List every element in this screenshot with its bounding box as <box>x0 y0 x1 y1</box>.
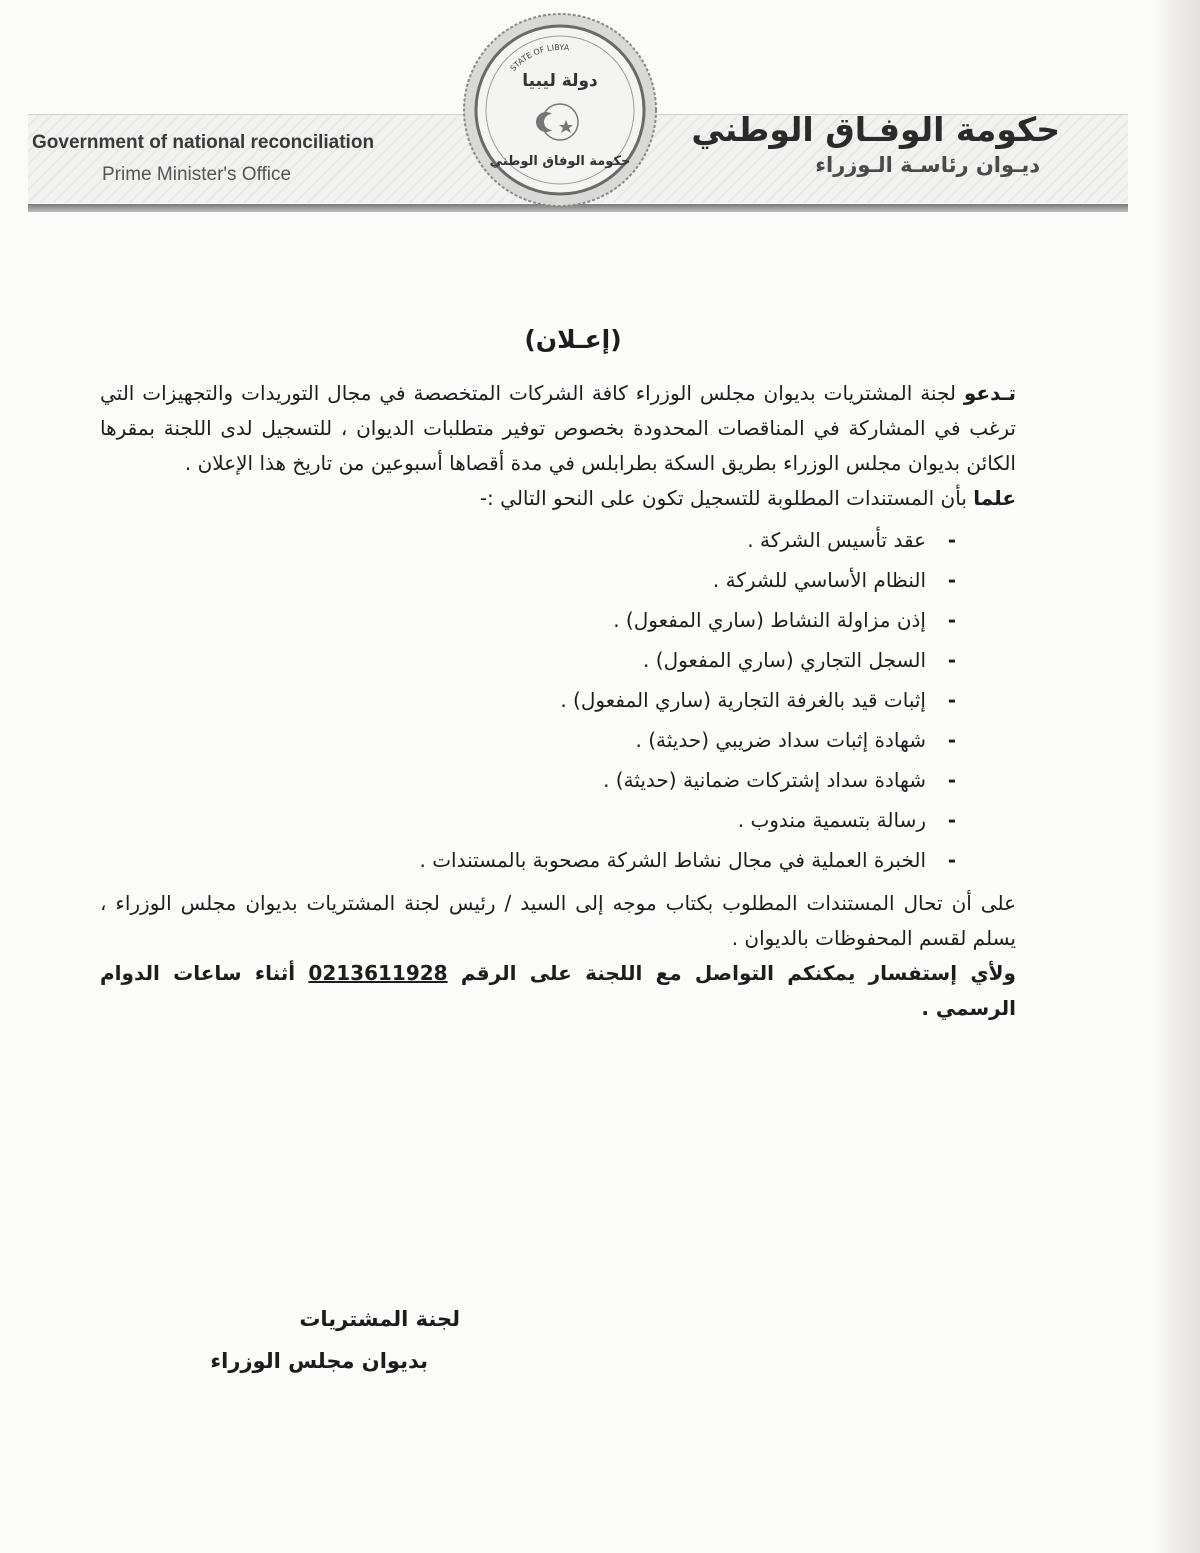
intro-text: لجنة المشتريات بديوان مجلس الوزراء كافة الشركات المتخصصة في مجال التوريدات والتجهيزات التي ترغب في المشاركة في المناقصات المحدودة بخصوص توفير متطلبات الديوان ، للتسجيل لدى اللجنة بمقرها الكائن بديوان مجلس الوزراء بطريق السكة بطرابلس في مدة أقصاها أسبوعين من تاريخ هذا الإعلان . <box>100 380 1016 475</box>
government-name-arabic: حكومة الوفـاق الوطني <box>691 110 1060 149</box>
contact-paragraph <box>100 956 1016 1026</box>
documents-note <box>100 481 1016 516</box>
announcement-title: (إعـلان) <box>524 325 622 354</box>
office-name-arabic: ديـوان رئاسـة الـوزراء <box>815 153 1040 177</box>
list-item: - رسالة بتسمية مندوب . <box>100 800 956 840</box>
list-item: - شهادة سداد إشتركات ضمانية (حديثة) . <box>100 760 956 800</box>
intro-lead-word: تـدعو <box>963 380 1016 405</box>
list-item: - شهادة إثبات سداد ضريبي (حديثة) . <box>100 720 956 760</box>
list-item: - النظام الأساسي للشركة . <box>100 560 956 600</box>
office-name-english: Prime Minister's Office <box>102 164 292 185</box>
list-item: - عقد تأسيس الشركة . <box>100 520 956 560</box>
submission-instructions: على أن تحال المستندات المطلوب بكتاب موجه إلى السيد / رئيس لجنة المشتريات بديوان مجلس الوزراء ، يسلم لقسم المحفوظات بالديوان . <box>100 890 1016 950</box>
announcement-body <box>100 318 1016 1026</box>
seal-top-text: STATE OF LIBYA <box>508 42 570 74</box>
signature-committee: لجنة المشتريات <box>299 1307 460 1331</box>
contact-text: ولأي إستفسار يمكنكم التواصل مع اللجنة على الرقم <box>460 960 1016 985</box>
note-lead-word: علما <box>973 485 1016 510</box>
letterhead <box>0 0 1200 230</box>
list-item: - إثبات قيد بالغرفة التجارية (ساري المفعول) . <box>100 680 956 720</box>
contact-suffix: أثناء ساعات الدوام الرسمي . <box>100 960 1016 1020</box>
announcement-intro <box>100 376 1016 481</box>
signature-block <box>200 1298 460 1382</box>
letterhead-english <box>32 132 432 186</box>
signature-office: بديوان مجلس الوزراء <box>210 1349 428 1373</box>
state-seal-emblem <box>460 10 660 210</box>
list-item: - السجل التجاري (ساري المفعول) . <box>100 640 956 680</box>
seal-arabic-text: دولة ليبيا <box>522 71 598 91</box>
list-item: - الخبرة العملية في مجال نشاط الشركة مصحوبة بالمستندات . <box>100 840 956 880</box>
phone-number: 0213611928 <box>308 960 448 985</box>
list-item: - إذن مزاولة النشاط (ساري المفعول) . <box>100 600 956 640</box>
government-name-english: Government of national reconciliation <box>32 132 375 153</box>
letterhead-arabic <box>691 110 1060 177</box>
required-documents-list <box>100 520 956 880</box>
scan-edge-shadow <box>1152 0 1200 1553</box>
note-text: بأن المستندات المطلوبة للتسجيل تكون على النحو التالي :- <box>479 485 967 510</box>
seal-bottom-text: حكومة الوفاق الوطني <box>489 154 631 169</box>
